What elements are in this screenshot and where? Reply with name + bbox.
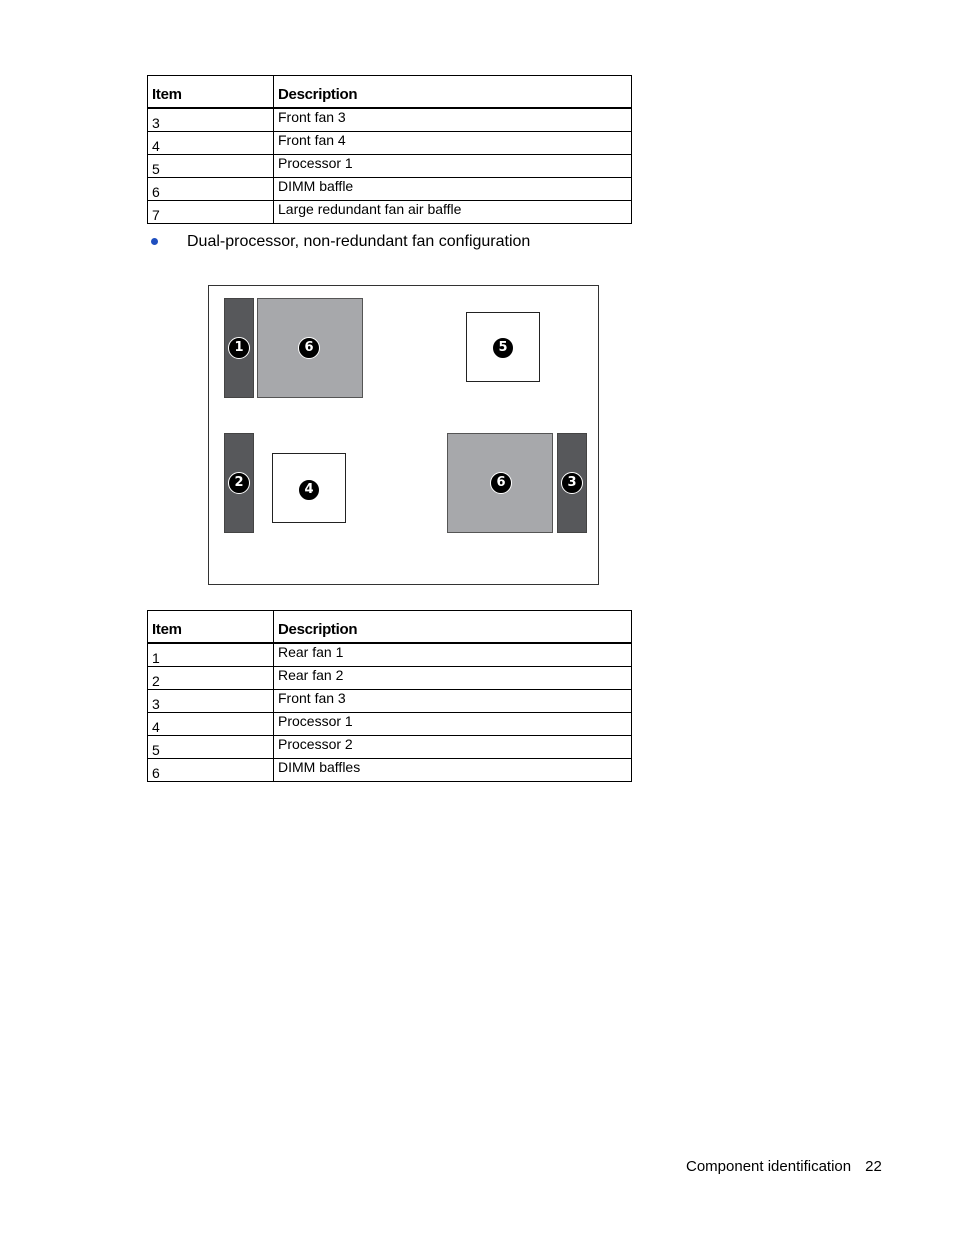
callout-6-icon: 6 (490, 472, 512, 494)
item-table-1 (147, 75, 632, 224)
bullet-item (151, 233, 530, 251)
description-cell: Front fan 4 (274, 132, 632, 155)
item-cell: 3 (148, 690, 274, 713)
callout-6-icon: 6 (298, 337, 320, 359)
item-column-header: Item (148, 611, 274, 644)
description-cell: Large redundant fan air baffle (274, 201, 632, 224)
table-row (148, 643, 632, 667)
item-cell: 2 (148, 667, 274, 690)
page-footer (686, 1158, 882, 1175)
callout-5-icon: 5 (492, 337, 514, 359)
description-cell: Processor 1 (274, 713, 632, 736)
description-cell: DIMM baffles (274, 759, 632, 782)
item-table-2 (147, 610, 632, 782)
callout-1-icon: 1 (228, 337, 250, 359)
description-column-header: Description (274, 76, 632, 109)
table-row (148, 713, 632, 736)
page-number: 22 (865, 1158, 882, 1175)
callout-4-icon: 4 (298, 479, 320, 501)
description-column-header: Description (274, 611, 632, 644)
table-row (148, 759, 632, 782)
description-cell: Front fan 3 (274, 690, 632, 713)
item-cell: 4 (148, 713, 274, 736)
table-row (148, 736, 632, 759)
description-cell: Processor 2 (274, 736, 632, 759)
item-cell: 4 (148, 132, 274, 155)
item-cell: 5 (148, 155, 274, 178)
callout-2-icon: 2 (228, 472, 250, 494)
table-row (148, 108, 632, 132)
table-row (148, 155, 632, 178)
item-cell: 6 (148, 178, 274, 201)
table-row (148, 132, 632, 155)
table-row (148, 178, 632, 201)
item-cell: 3 (148, 108, 274, 132)
item-cell: 5 (148, 736, 274, 759)
table-header-row (148, 76, 632, 109)
description-cell: Rear fan 1 (274, 643, 632, 667)
table-header-row (148, 611, 632, 644)
description-cell: Front fan 3 (274, 108, 632, 132)
description-cell: Processor 1 (274, 155, 632, 178)
item-column-header: Item (148, 76, 274, 109)
callout-3-icon: 3 (561, 472, 583, 494)
table-row (148, 201, 632, 224)
bullet-text: Dual-processor, non-redundant fan configuration (187, 233, 531, 250)
fan-configuration-diagram (208, 285, 599, 585)
description-cell: Rear fan 2 (274, 667, 632, 690)
item-cell: 1 (148, 643, 274, 667)
footer-section-title: Component identification (686, 1158, 852, 1175)
table-row (148, 690, 632, 713)
item-cell: 7 (148, 201, 274, 224)
bullet-icon (151, 238, 158, 245)
table-row (148, 667, 632, 690)
item-cell: 6 (148, 759, 274, 782)
description-cell: DIMM baffle (274, 178, 632, 201)
